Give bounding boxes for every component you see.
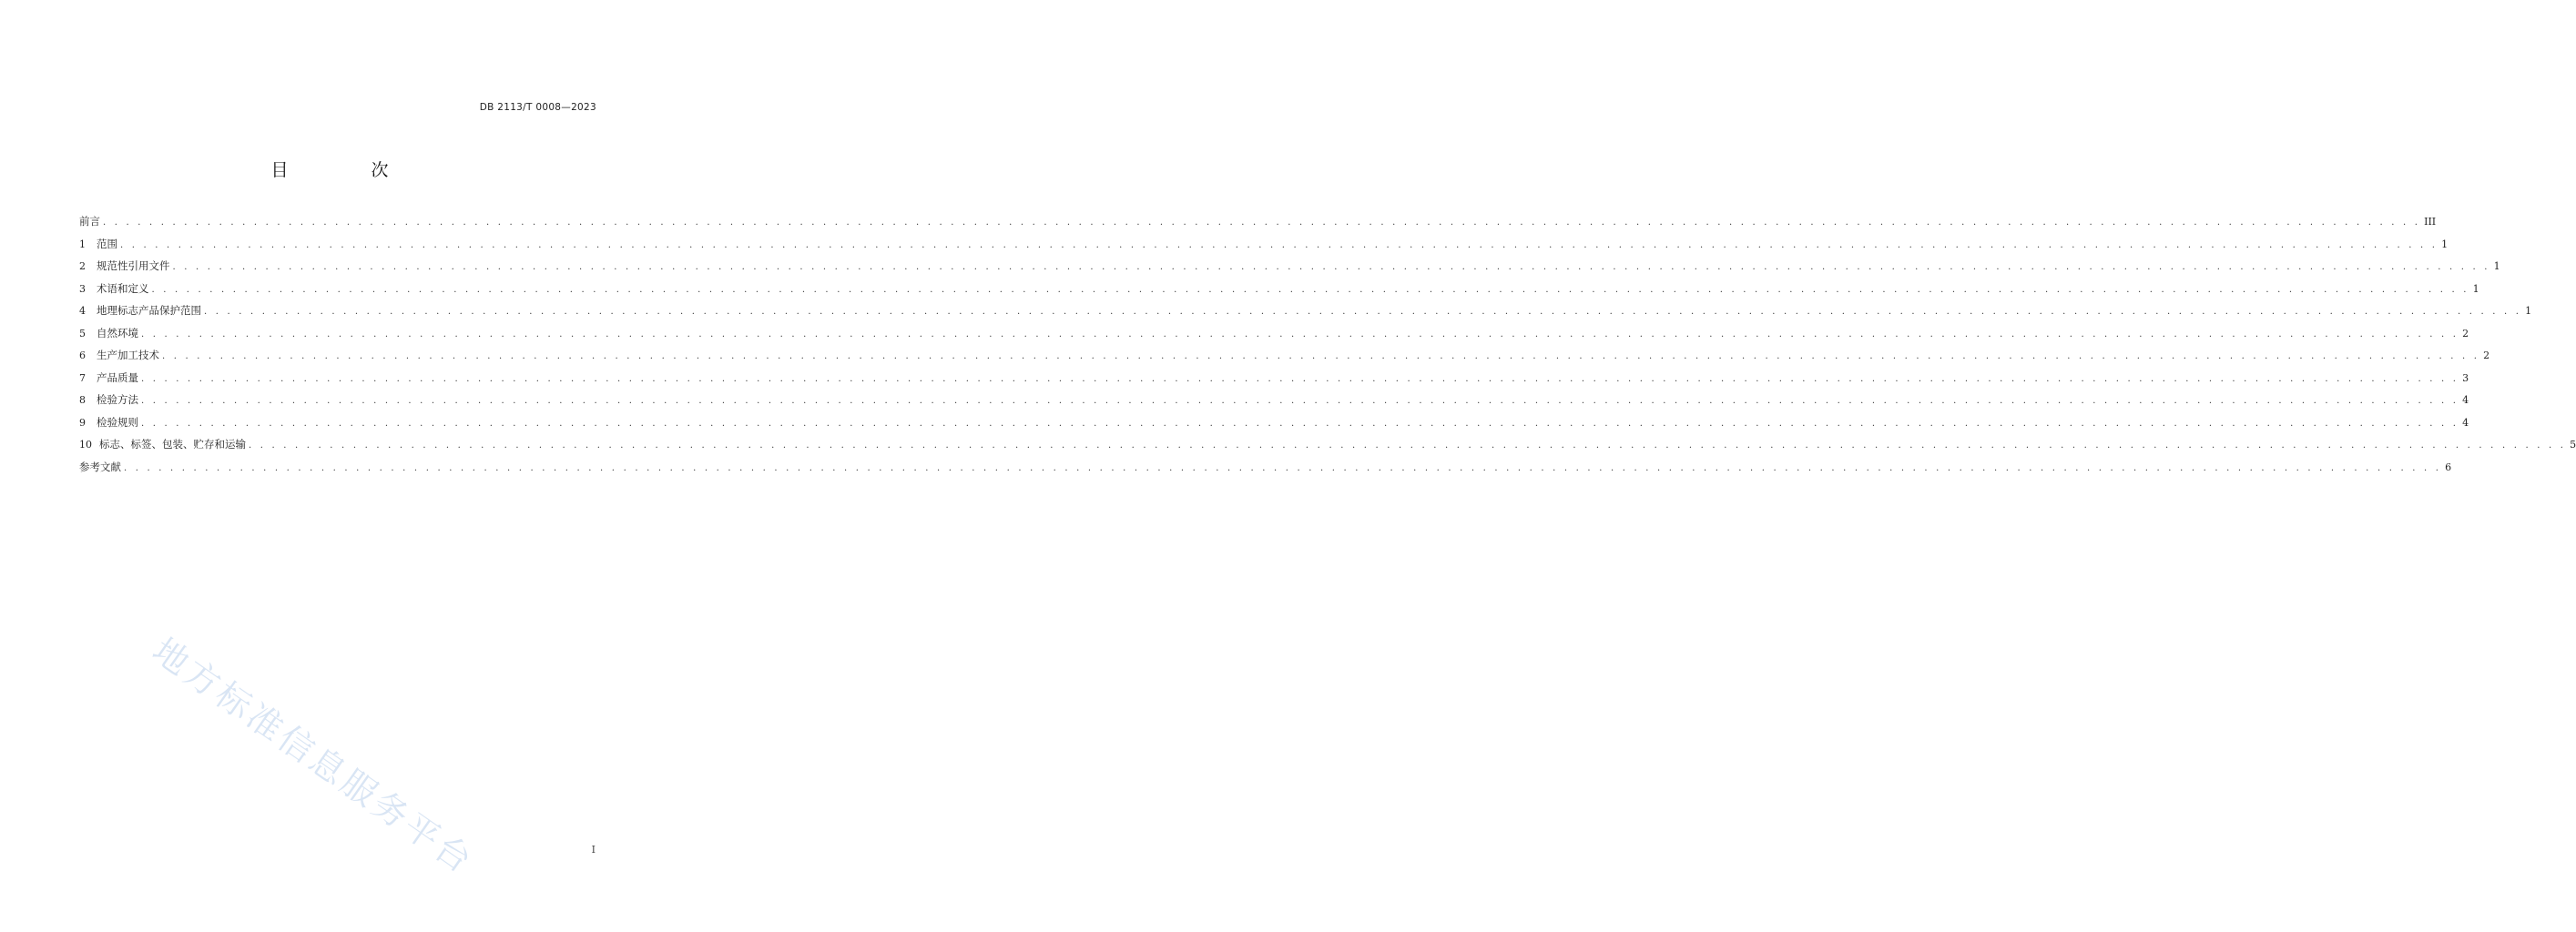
toc-entry-label: 自然环境 — [97, 326, 138, 339]
toc-entry[interactable] — [79, 437, 2576, 460]
toc-entry-label: 检验规则 — [97, 415, 138, 429]
toc-entry-page: 2 — [2462, 327, 2469, 339]
toc-dot-leader: . . . . . . . . . . . . . . . . . . . . . . . . . . . . . . . . . . . . . . . . . . . . . . . . . . . . . . . . . . . . . . . . . . . . . . . . . . . . . . . . . . . . . . . . . . . . . . . . . . . . . . . . . . . . . . . . . . . . . . . . . . . . . . . . . . . . . . . . . . . . . . . . . . . . . . . . . . . . . . . . . . . . . . . . . . . . . . . . . . . . . . . . . . . . . . . . . . . . . . . . — [141, 373, 2459, 384]
toc-dot-leader: . . . . . . . . . . . . . . . . . . . . . . . . . . . . . . . . . . . . . . . . . . . . . . . . . . . . . . . . . . . . . . . . . . . . . . . . . . . . . . . . . . . . . . . . . . . . . . . . . . . . . . . . . . . . . . . . . . . . . . . . . . . . . . . . . . . . . . . . . . . . . . . . . . . . . . . . . . . . . . . . . . . . . . . . . . . . . . . . . . . . . . . . . . . . . . . . . . . . . . . . — [103, 218, 2421, 228]
toc-entry[interactable] — [79, 303, 2532, 326]
toc-dot-leader: . . . . . . . . . . . . . . . . . . . . . . . . . . . . . . . . . . . . . . . . . . . . . . . . . . . . . . . . . . . . . . . . . . . . . . . . . . . . . . . . . . . . . . . . . . . . . . . . . . . . . . . . . . . . . . . . . . . . . . . . . . . . . . . . . . . . . . . . . . . . . . . . . . . . . . . . . . . . . . . . . . . . . . . . . . . . . . . . . . . . . . . . . . . . . . . . . . . . . . . . — [151, 284, 2469, 295]
toc-entry[interactable] — [79, 392, 2469, 415]
table-of-contents — [79, 214, 2576, 481]
toc-entry[interactable] — [79, 348, 2490, 370]
toc-dot-leader: . . . . . . . . . . . . . . . . . . . . . . . . . . . . . . . . . . . . . . . . . . . . . . . . . . . . . . . . . . . . . . . . . . . . . . . . . . . . . . . . . . . . . . . . . . . . . . . . . . . . . . . . . . . . . . . . . . . . . . . . . . . . . . . . . . . . . . . . . . . . . . . . . . . . . . . . . . . . . . . . . . . . . . . . . . . . . . . . . . . . . . . . . . . . . . . . . . . . . . . . — [141, 329, 2459, 339]
toc-entry-page: III — [2424, 216, 2437, 228]
toc-entry[interactable] — [79, 415, 2469, 438]
toc-dot-leader: . . . . . . . . . . . . . . . . . . . . . . . . . . . . . . . . . . . . . . . . . . . . . . . . . . . . . . . . . . . . . . . . . . . . . . . . . . . . . . . . . . . . . . . . . . . . . . . . . . . . . . . . . . . . . . . . . . . . . . . . . . . . . . . . . . . . . . . . . . . . . . . . . . . . . . . . . . . . . . . . . . . . . . . . . . . . . . . . . . . . . . . . . . . . . . . . . . . . . . . . — [162, 351, 2480, 361]
toc-entry-number: 9 — [79, 416, 86, 429]
toc-entry-number: 5 — [79, 327, 86, 339]
toc-entry-page: 3 — [2462, 371, 2469, 384]
toc-entry[interactable] — [79, 281, 2479, 304]
toc-entry-page: 1 — [2472, 282, 2479, 295]
toc-entry-label: 标志、标签、包装、贮存和运输 — [99, 438, 246, 451]
toc-entry-page: 1 — [2493, 260, 2500, 272]
toc-entry-label: 产品质量 — [97, 370, 138, 384]
toc-entry-label: 地理标志产品保护范围 — [97, 304, 201, 317]
toc-entry-page: 2 — [2483, 350, 2490, 361]
toc-entry-number: 7 — [79, 371, 86, 384]
toc-entry-page: 4 — [2462, 416, 2469, 429]
toc-entry[interactable] — [79, 214, 2437, 237]
toc-entry-page: 1 — [2441, 238, 2449, 250]
toc-dot-leader: . . . . . . . . . . . . . . . . . . . . . . . . . . . . . . . . . . . . . . . . . . . . . . . . . . . . . . . . . . . . . . . . . . . . . . . . . . . . . . . . . . . . . . . . . . . . . . . . . . . . . . . . . . . . . . . . . . . . . . . . . . . . . . . . . . . . . . . . . . . . . . . . . . . . . . . . . . . . . . . . . . . . . . . . . . . . . . . . . . . . . . . . . . . . . . . . . . . . . . . . — [249, 441, 2567, 451]
toc-entry[interactable] — [79, 237, 2449, 259]
toc-entry-number: 2 — [79, 260, 86, 272]
toc-dot-leader: . . . . . . . . . . . . . . . . . . . . . . . . . . . . . . . . . . . . . . . . . . . . . . . . . . . . . . . . . . . . . . . . . . . . . . . . . . . . . . . . . . . . . . . . . . . . . . . . . . . . . . . . . . . . . . . . . . . . . . . . . . . . . . . . . . . . . . . . . . . . . . . . . . . . . . . . . . . . . . . . . . . . . . . . . . . . . . . . . . . . . . . . . . . . . . . . . . . . . . . . — [172, 262, 2490, 272]
toc-dot-leader: . . . . . . . . . . . . . . . . . . . . . . . . . . . . . . . . . . . . . . . . . . . . . . . . . . . . . . . . . . . . . . . . . . . . . . . . . . . . . . . . . . . . . . . . . . . . . . . . . . . . . . . . . . . . . . . . . . . . . . . . . . . . . . . . . . . . . . . . . . . . . . . . . . . . . . . . . . . . . . . . . . . . . . . . . . . . . . . . . . . . . . . . . . . . . . . . . . . . . . . . — [141, 418, 2459, 429]
toc-entry-number: 10 — [79, 439, 92, 451]
toc-entry[interactable] — [79, 326, 2469, 349]
toc-entry-label: 参考文献 — [79, 460, 121, 473]
toc-entry-number: 3 — [79, 282, 86, 295]
toc-entry-label: 术语和定义 — [97, 281, 149, 295]
toc-entry-label: 规范性引用文件 — [97, 259, 170, 272]
toc-entry-label: 范围 — [97, 237, 117, 250]
toc-dot-leader: . . . . . . . . . . . . . . . . . . . . . . . . . . . . . . . . . . . . . . . . . . . . . . . . . . . . . . . . . . . . . . . . . . . . . . . . . . . . . . . . . . . . . . . . . . . . . . . . . . . . . . . . . . . . . . . . . . . . . . . . . . . . . . . . . . . . . . . . . . . . . . . . . . . . . . . . . . . . . . . . . . . . . . . . . . . . . . . . . . . . . . . . . . . . . . . . . . . . . . . . — [124, 462, 2442, 473]
toc-entry-label: 生产加工技术 — [97, 349, 159, 361]
toc-entry-number: 6 — [79, 350, 86, 361]
toc-entry[interactable] — [79, 460, 2452, 482]
toc-entry-page: 5 — [2570, 439, 2576, 451]
toc-entry[interactable] — [79, 370, 2469, 393]
toc-entry-label: 前言 — [79, 215, 100, 228]
page-number: I — [591, 844, 596, 856]
toc-entry-number: 8 — [79, 394, 86, 406]
toc-dot-leader: . . . . . . . . . . . . . . . . . . . . . . . . . . . . . . . . . . . . . . . . . . . . . . . . . . . . . . . . . . . . . . . . . . . . . . . . . . . . . . . . . . . . . . . . . . . . . . . . . . . . . . . . . . . . . . . . . . . . . . . . . . . . . . . . . . . . . . . . . . . . . . . . . . . . . . . . . . . . . . . . . . . . . . . . . . . . . . . . . . . . . . . . . . . . . . . . . . . . . . . . — [120, 239, 2439, 250]
toc-dot-leader: . . . . . . . . . . . . . . . . . . . . . . . . . . . . . . . . . . . . . . . . . . . . . . . . . . . . . . . . . . . . . . . . . . . . . . . . . . . . . . . . . . . . . . . . . . . . . . . . . . . . . . . . . . . . . . . . . . . . . . . . . . . . . . . . . . . . . . . . . . . . . . . . . . . . . . . . . . . . . . . . . . . . . . . . . . . . . . . . . . . . . . . . . . . . . . . . . . . . . . . . — [141, 396, 2459, 406]
page-title: 目 次 — [270, 160, 422, 180]
toc-entry-page: 6 — [2445, 461, 2452, 473]
toc-entry-number: 1 — [79, 238, 86, 250]
toc-entry-page: 1 — [2525, 305, 2532, 317]
toc-entry-number: 4 — [79, 305, 86, 317]
document-code: DB 2113/T 0008—2023 — [479, 102, 596, 113]
toc-entry-page: 4 — [2462, 394, 2469, 406]
toc-dot-leader: . . . . . . . . . . . . . . . . . . . . . . . . . . . . . . . . . . . . . . . . . . . . . . . . . . . . . . . . . . . . . . . . . . . . . . . . . . . . . . . . . . . . . . . . . . . . . . . . . . . . . . . . . . . . . . . . . . . . . . . . . . . . . . . . . . . . . . . . . . . . . . . . . . . . . . . . . . . . . . . . . . . . . . . . . . . . . . . . . . . . . . . . . . . . . . . . . . . . . . . . — [204, 307, 2522, 317]
toc-entry-label: 检验方法 — [97, 393, 138, 406]
toc-entry[interactable] — [79, 258, 2500, 281]
watermark: 地方标准信息服务平台 — [145, 630, 482, 883]
